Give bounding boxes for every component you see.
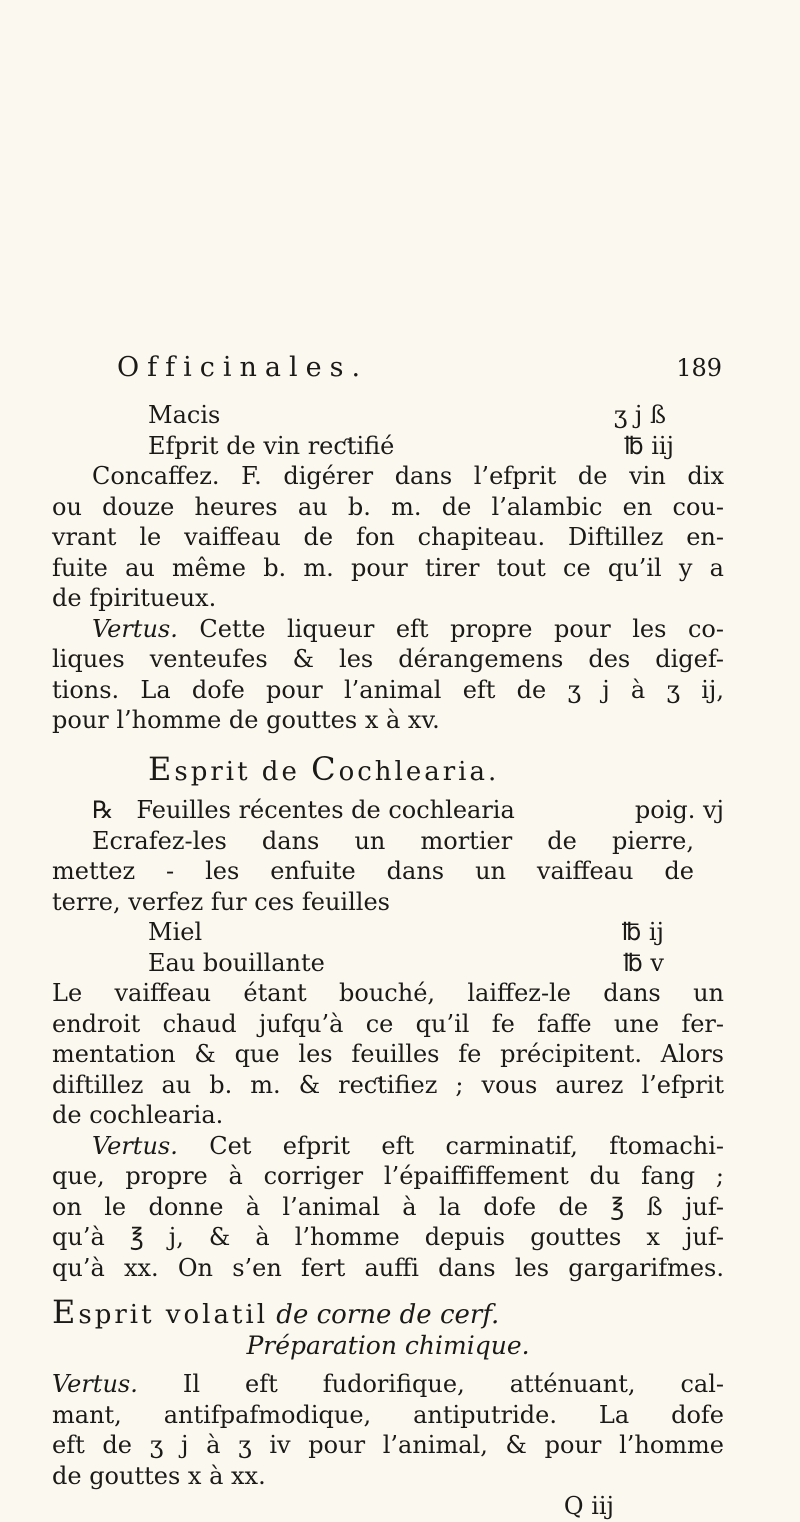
- text-line: [52, 1369, 724, 1400]
- section-label-vertus: Vertus.: [52, 1370, 138, 1398]
- ingredient-name: Feuilles récentes de cochlearia: [136, 796, 515, 824]
- ingredient-line: [52, 400, 724, 431]
- heading-text: sprit de: [174, 756, 312, 787]
- running-title: Officinales.: [117, 352, 369, 383]
- recipe-text: [92, 795, 515, 826]
- heading-initial: E: [148, 749, 175, 788]
- text-line: mant, antifpafmodique, antiputride. La dofe: [52, 1400, 724, 1429]
- text-line: [52, 1131, 724, 1162]
- page-header: [117, 352, 722, 402]
- section-heading: [52, 749, 724, 788]
- text-line: mettez - les enfuite dans un vaiffeau de: [52, 857, 694, 885]
- ingredient-name: Macis: [148, 401, 221, 429]
- text-line: ou douze heures au b. m. de l’alambic en cou-: [52, 492, 724, 521]
- ingredient-quantity: ℔ ij: [621, 918, 664, 946]
- text-line: que, propre à corriger l’épaiffiffement du fang ;: [52, 1162, 724, 1190]
- section-heading: [52, 1293, 724, 1331]
- text-line: pour l’homme de gouttes x à xv.: [52, 706, 440, 734]
- section-label-vertus: Vertus.: [92, 1131, 178, 1160]
- text-line: terre, verfez fur ces feuilles: [52, 887, 390, 916]
- section-label-vertus: Vertus.: [92, 614, 178, 643]
- ingredient-quantity: ʒ j ß: [613, 401, 666, 429]
- ingredient-name: Efprit de vin reƈtifié: [148, 431, 395, 460]
- spacer: [52, 1361, 724, 1369]
- text-line: mentation & que les feuilles fe précipitent. Alors: [52, 1040, 724, 1068]
- text-line: de fpiritueux.: [52, 584, 217, 612]
- text-line: liques venteufes & les dérangemens des digef-: [52, 645, 724, 673]
- text-span: Cette liqueur eft propre pour les co-: [177, 614, 724, 643]
- subheading: Préparation chimique.: [246, 1330, 530, 1360]
- text-line: qu’à ℥ j, & à l’homme depuis gouttes x juf-: [52, 1223, 724, 1251]
- ingredient-quantity: ℔ v: [623, 948, 664, 977]
- text-line: de gouttes x à xx.: [52, 1461, 266, 1490]
- ingredient-line: [52, 431, 724, 462]
- ingredient-name: Miel: [148, 918, 203, 946]
- text-line: on le donne à l’animal à la dofe de ℥ ß juf-: [52, 1192, 724, 1221]
- ingredient-line: [52, 948, 724, 979]
- spacer: [52, 1283, 724, 1297]
- ingredient-line: [52, 917, 724, 948]
- ingredient-name: Eau bouillante: [148, 948, 325, 977]
- signature-mark: Q iij: [563, 1492, 614, 1520]
- text-line: Ecrafez-les dans un mortier de pierre,: [92, 826, 694, 855]
- text-line: fuite au même b. m. pour tirer tout ce qu’il y a: [52, 553, 724, 582]
- page-body: [52, 400, 724, 1522]
- text-span: Cet efprit eft carminatif, ftomachi-: [177, 1131, 724, 1160]
- recipe-line: [52, 795, 724, 826]
- text-line: diftillez au b. m. & reƈtifiez ; vous aurez l’efprit: [52, 1070, 724, 1099]
- text-line: tions. La dofe pour l’animal eft de ʒ j à ʒ ij,: [52, 675, 724, 704]
- text-line: vrant le vaiffeau de fon chapiteau. Diftillez en-: [52, 523, 724, 551]
- heading-initial: E: [52, 1293, 79, 1331]
- page-number: 189: [676, 354, 722, 382]
- text-line: de cochlearia.: [52, 1101, 224, 1129]
- heading-text: ochlearia.: [338, 756, 500, 787]
- text-line: qu’à xx. On s’en fert auffi dans les gargarifmes.: [52, 1253, 724, 1282]
- text-span: Il eft fudorifique, atténuant, cal-: [137, 1370, 724, 1398]
- ingredient-quantity: poig. vj: [634, 796, 724, 824]
- text-line: Le vaiffeau étant bouché, laiffez-le dans un: [52, 979, 724, 1007]
- recipe-symbol: ℞: [92, 796, 114, 824]
- text-line: [52, 614, 724, 645]
- heading-text: sprit volatil: [78, 1300, 269, 1330]
- text-line: Concaffez. F. digérer dans l’efprit de vin dix: [92, 462, 724, 490]
- text-line: endroit chaud jufqu’à ce qu’il fe faffe une fer-: [52, 1009, 724, 1038]
- heading-text: de corne de cerf.: [268, 1300, 500, 1330]
- spacer: [52, 787, 724, 795]
- ingredient-quantity: ℔ iij: [623, 431, 674, 460]
- text-line: eft de ʒ j à ʒ iv pour l’animal, & pour l’homme: [52, 1431, 724, 1459]
- heading-initial: C: [311, 749, 339, 788]
